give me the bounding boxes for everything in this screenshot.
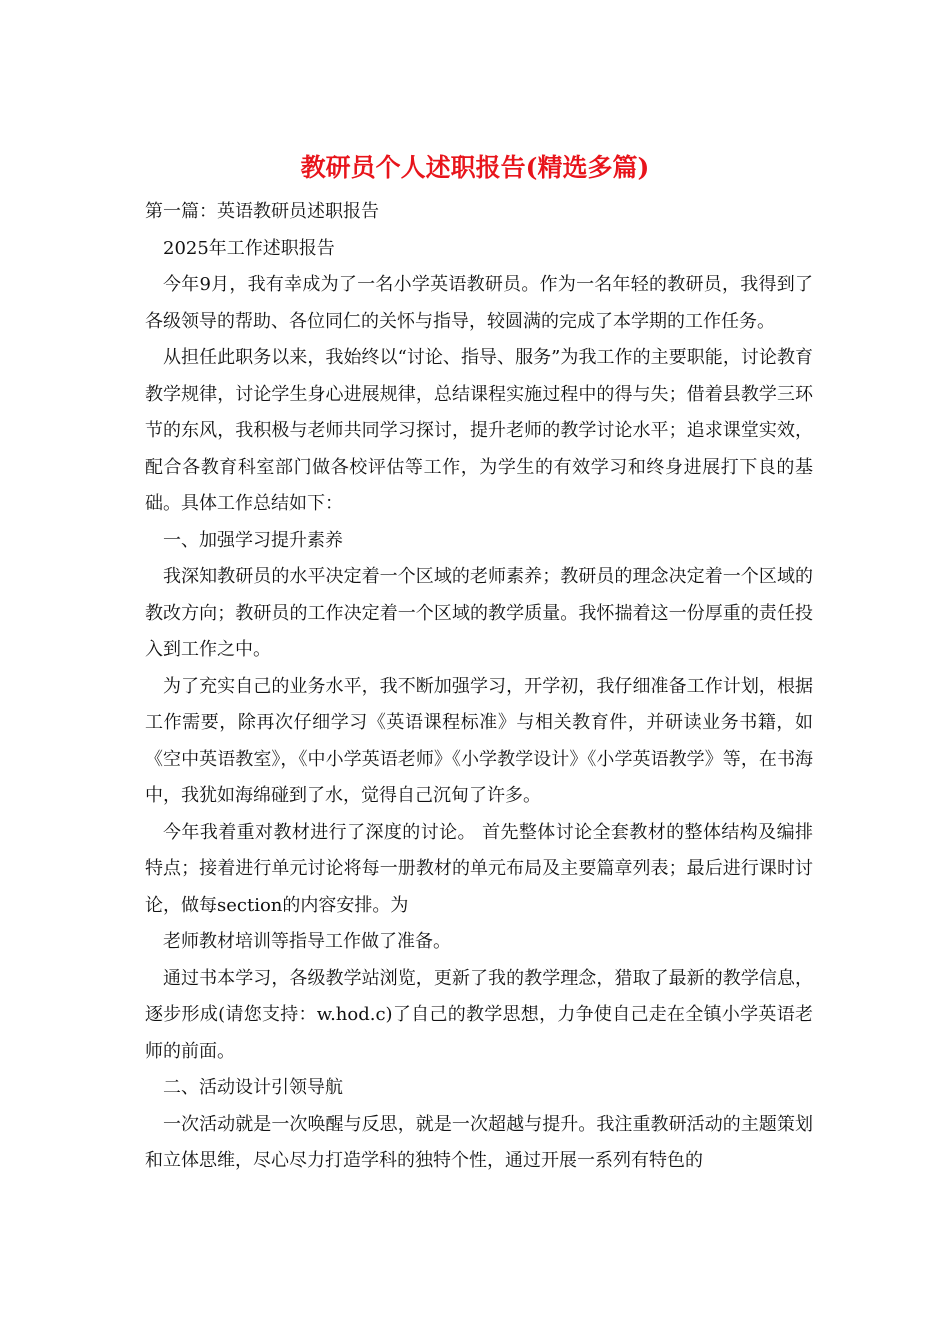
paragraph: 老师教材培训等指导工作做了准备。: [163, 931, 451, 952]
paragraph: 为了充实自己的业务水平，我不断加强学习，开学初，我仔细准备工作计划，根据工作需要，除再次仔细学习《英语课程标准》与相关教育件，并研读业务书籍，如《空中英语教室》，《中小学英语老师》《小学教学设计》《小学英语教学》等，在书海中，我犹如海绵碰到了水，觉得自己沉甸了许多。: [145, 675, 813, 806]
section-heading: 第一篇：英语教研员述职报告: [145, 201, 379, 222]
document-body: [145, 194, 813, 1180]
section-heading: 一、加强学习提升素养: [163, 529, 343, 551]
paragraph: 通过书本学习，各级教学站浏览，更新了我的教学理念，猎取了最新的教学信息，逐步形成(请您支持：w.hod.c)了自己的教学思想，力争使自己走在全镇小学英语老师的前面。: [145, 967, 813, 1062]
paragraph: 我深知教研员的水平决定着一个区域的老师素养；教研员的理念决定着一个区域的教改方向；教研员的工作决定着一个区域的教学质量。我怀揣着这一份厚重的责任投入到工作之中。: [145, 566, 813, 660]
paragraph: 今年我着重对教材进行了深度的讨论。 首先整体讨论全套教材的整体结构及编排特点；接着进行单元讨论将每一册教材的单元布局及主要篇章列表；最后进行课时讨论，做每section的内容安排。为: [145, 821, 813, 916]
report-subtitle: 2025年工作述职报告: [163, 237, 335, 259]
paragraph: 一次活动就是一次唤醒与反思，就是一次超越与提升。我注重教研活动的主题策划和立体思维，尽心尽力打造学科的独特个性，通过开展一系列有特色的: [145, 1113, 813, 1171]
paragraph: 从担任此职务以来，我始终以“讨论、指导、服务”为我工作的主要职能，讨论教育教学规律，讨论学生身心进展规律，总结课程实施过程中的得与失；借着县教学三环节的东风，我积极与老师共同学习探讨，提升老师的教学讨论水平；追求课堂实效，配合各教育科室部门做各校评估等工作，为学生的有效学习和终身进展打下良的基础。具体工作总结如下：: [145, 347, 813, 514]
paragraph: 今年9月，我有幸成为了一名小学英语教研员。作为一名年轻的教研员，我得到了各级领导的帮助、各位同仁的关怀与指导，较圆满的完成了本学期的工作任务。: [145, 274, 813, 332]
section-heading: 二、活动设计引领导航: [163, 1077, 343, 1098]
document-title: 教研员个人述职报告(精选多篇): [300, 153, 650, 182]
